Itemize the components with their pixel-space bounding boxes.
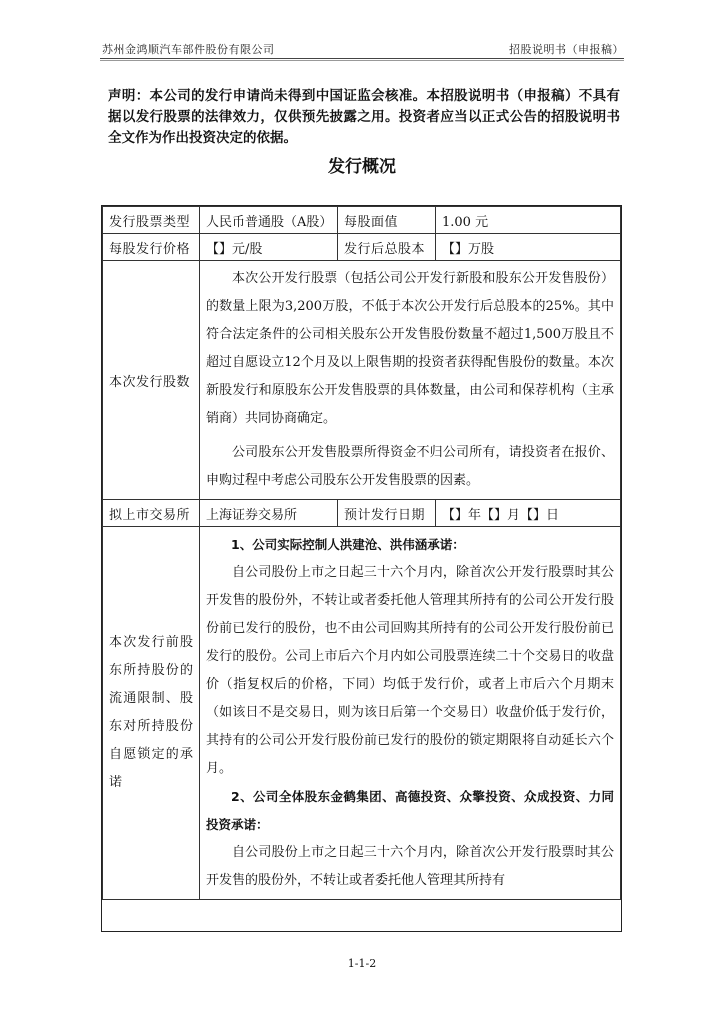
overview-table — [102, 206, 621, 900]
cell-value-par-value: 1.00 元 — [436, 207, 621, 234]
cell-value-stock-type: 人民币普通股（A股） — [200, 207, 338, 234]
cell-label-total-shares: 发行后总股本 — [338, 234, 436, 261]
lockup-heading-2: 2、公司全体股东金鹤集团、高德投资、众擎投资、众成投资、力同投资承诺： — [206, 789, 614, 832]
cell-label-issue-date: 预计发行日期 — [338, 500, 436, 527]
lockup-paragraph-1: 自公司股份上市之日起三十六个月内，除首次公开发行股票时其公开发售的股份外，不转让或者委托他人管理其所持有的公司公开发行股份前已发行的股份，也不由公司回购其所持有的公司公开发行股份前已发行的股份。公司上市后六个月内如公司股票连续二十个交易日的收盘价（指复权后的价格，下同）均低于发行价，或者上市后六个月期末（如该日不是交易日，则为该日后第一个交易日）收盘价低于发行价，其持有的公司公开发行股份前已发行的股份的锁定期限将自动延长六个月。 — [206, 565, 614, 776]
table-row — [103, 207, 621, 234]
cell-value-lockup — [200, 527, 621, 900]
header-rule — [100, 58, 624, 59]
cell-value-total-shares: 【】万股 — [436, 234, 621, 261]
page-number: 1-1-2 — [347, 957, 377, 970]
lockup-paragraph-2: 自公司股份上市之日起三十六个月内，除首次公开发行股票时其公开发售的股份外，不转让或者委托他人管理其所持有 — [206, 845, 614, 888]
cell-value-exchange: 上海证券交易所 — [200, 500, 338, 527]
cell-label-issue-price: 每股发行价格 — [103, 234, 200, 261]
cell-value-issue-quantity — [200, 261, 621, 500]
table-row — [103, 234, 621, 261]
cell-label-exchange: 拟上市交易所 — [103, 500, 200, 527]
issue-quantity-paragraph-1: 本次公开发行股票（包括公司公开发行新股和股东公开发售股份）的数量上限为3,200万股，不低于本次公开发行后总股本的25%。其中符合法定条件的公司相关股东公开发售股份数量不超过1,500万股且不超过自愿设立12个月及以上限售期的投资者获得配售股份的数量。本次新股发行和原股东公开发售股票的具体数量，由公司和保荐机构（主承销商）共同协商确定。 — [206, 271, 614, 426]
declaration: 声明：本公司的发行申请尚未得到中国证监会核准。本招股说明书（申报稿）不具有据以发行股票的法律效力，仅供预先披露之用。投资者应当以正式公告的招股说明书全文作为作出投资决定的依据。 — [108, 88, 620, 146]
table-row — [103, 527, 621, 900]
table-row — [103, 261, 621, 500]
cell-label-par-value: 每股面值 — [338, 207, 436, 234]
lockup-heading-1: 1、公司实际控制人洪建沧、洪伟涵承诺： — [231, 537, 465, 552]
header-rule-thin — [100, 60, 624, 61]
cell-label-stock-type: 发行股票类型 — [103, 207, 200, 234]
cell-value-issue-date: 【】年【】月【】日 — [436, 500, 621, 527]
offering-overview-table — [101, 205, 622, 932]
header-doc-type: 招股说明书（申报稿） — [509, 43, 624, 56]
cell-label-issue-quantity: 本次发行股数 — [103, 261, 200, 500]
header-company: 苏州金鸿顺汽车部件股份有限公司 — [102, 43, 275, 56]
issue-quantity-paragraph-2: 公司股东公开发售股票所得资金不归公司所有，请投资者在报价、申购过程中考虑公司股东公开发售股票的因素。 — [206, 445, 614, 488]
cell-value-issue-price: 【】元/股 — [200, 234, 338, 261]
table-row — [103, 500, 621, 527]
cell-label-lockup: 本次发行前股东所持股份的流通限制、股东对所持股份自愿锁定的承诺 — [103, 527, 200, 900]
page-title: 发行概况 — [328, 157, 396, 177]
